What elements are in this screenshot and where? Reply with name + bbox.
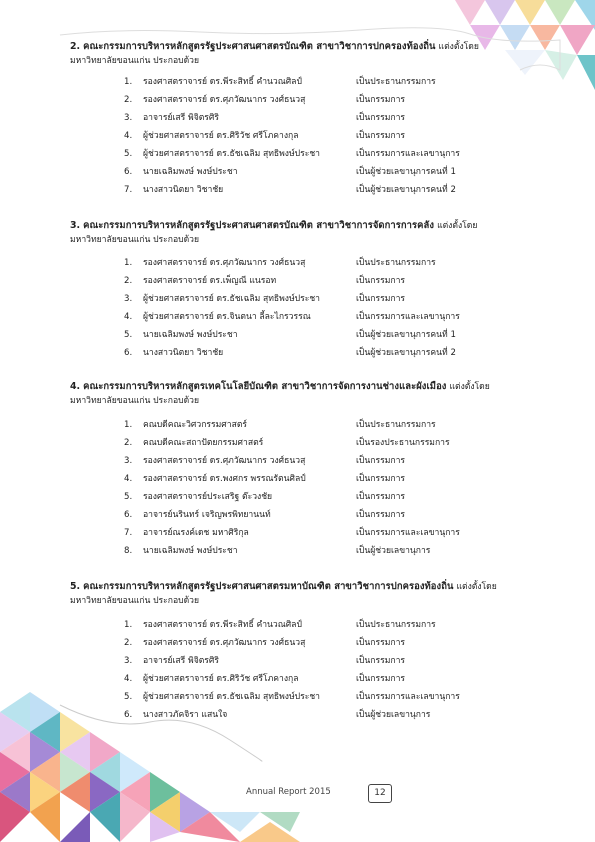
section-title: คณะกรรมการบริหารหลักสูตรรัฐประศาสนศาสตรบัณฑิต สาขาวิชาการจัดการการคลัง xyxy=(83,220,435,231)
member-role: เป็นกรรมการ xyxy=(356,95,406,105)
member-index: 6. xyxy=(124,510,133,520)
member-name: นายเฉลิมพงษ์ พงษ์ประชา xyxy=(143,546,238,556)
member-index: 7. xyxy=(124,528,133,538)
member-name: รองศาสตราจารย์ ดร.พงศกร พรรณรัตนศิลป์ xyxy=(143,474,306,484)
member-row xyxy=(124,327,456,343)
member-role: เป็นกรรมการ xyxy=(356,510,406,520)
member-name: ผู้ช่วยศาสตราจารย์ ดร.ธัชเฉลิม สุทธิพงษ์ประชา xyxy=(143,294,321,304)
member-name: รองศาสตราจารย์ ดร.พีระสิทธิ์ คำนวณศิลป์ xyxy=(143,77,302,87)
member-row xyxy=(124,471,405,487)
member-role: เป็นผู้ช่วยเลขานุการ xyxy=(356,546,431,556)
member-name: รองศาสตราจารย์ ดร.เพ็ญณี แนรอท xyxy=(143,276,277,286)
section-composition: มหาวิทยาลัยขอนแก่น ประกอบด้วย xyxy=(70,235,200,245)
section-heading xyxy=(70,219,565,247)
member-role: เป็นประธานกรรมการ xyxy=(356,620,436,630)
member-index: 1. xyxy=(124,77,133,87)
member-index: 3. xyxy=(124,113,133,123)
member-row xyxy=(124,453,405,469)
section-heading xyxy=(70,580,565,608)
member-row xyxy=(124,273,405,289)
member-index: 6. xyxy=(124,710,133,720)
member-index: 5. xyxy=(124,330,133,340)
member-role: เป็นประธานกรรมการ xyxy=(356,258,436,268)
member-row xyxy=(124,417,436,433)
section-appointed-by: แต่งตั้งโดย xyxy=(456,582,497,592)
member-index: 5. xyxy=(124,492,133,502)
member-name: นายเฉลิมพงษ์ พงษ์ประชา xyxy=(143,330,238,340)
member-role: เป็นกรรมการ xyxy=(356,294,406,304)
section-number: 5. xyxy=(70,581,81,592)
member-role: เป็นประธานกรรมการ xyxy=(356,420,436,430)
member-row xyxy=(124,507,405,523)
member-index: 1. xyxy=(124,620,133,630)
section-heading xyxy=(70,380,565,408)
section-composition: มหาวิทยาลัยขอนแก่น ประกอบด้วย xyxy=(70,56,200,66)
member-index: 4. xyxy=(124,312,133,322)
member-row xyxy=(124,92,405,108)
member-index: 4. xyxy=(124,474,133,484)
member-role: เป็นกรรมการ xyxy=(356,474,406,484)
annual-report-label: Annual Report 2015 xyxy=(246,787,331,797)
member-name: นายเฉลิมพงษ์ พงษ์ประชา xyxy=(143,167,238,177)
member-index: 1. xyxy=(124,258,133,268)
member-row xyxy=(124,653,405,669)
member-name: ผู้ช่วยศาสตราจารย์ ดร.จินตนา ลี้ละไกรวรรณ xyxy=(143,312,311,322)
member-role: เป็นผู้ช่วยเลขานุการ xyxy=(356,710,431,720)
section-appointed-by: แต่งตั้งโดย xyxy=(437,221,478,231)
member-name: อาจารย์เสรี พิจิตรศิริ xyxy=(143,656,219,666)
member-index: 3. xyxy=(124,456,133,466)
member-name: รองศาสตราจารย์ ดร.ศุภวัฒนากร วงศ์ธนวสุ xyxy=(143,258,306,268)
section-title: คณะกรรมการบริหารหลักสูตรเทคโนโลยีบัณฑิต สาขาวิชาการจัดการงานช่างและผังเมือง xyxy=(83,381,447,392)
member-row xyxy=(124,345,456,361)
member-index: 2. xyxy=(124,438,133,448)
member-index: 6. xyxy=(124,348,133,358)
member-name: อาจารย์ณรงค์เดช มหาศิริกุล xyxy=(143,528,249,538)
member-row xyxy=(124,489,405,505)
member-name: รองศาสตราจารย์ประเสริฐ ต๊ะวงชัย xyxy=(143,492,273,502)
member-role: เป็นผู้ช่วยเลขานุการคนที่ 2 xyxy=(356,185,456,195)
member-row xyxy=(124,74,436,90)
member-index: 3. xyxy=(124,656,133,666)
member-index: 2. xyxy=(124,276,133,286)
member-name: รองศาสตราจารย์ ดร.พีระสิทธิ์ คำนวณศิลป์ xyxy=(143,620,302,630)
member-name: อาจารย์เสรี พิจิตรศิริ xyxy=(143,113,219,123)
member-index: 3. xyxy=(124,294,133,304)
member-index: 6. xyxy=(124,167,133,177)
member-row xyxy=(124,707,430,723)
member-role: เป็นกรรมการ xyxy=(356,276,406,286)
section-title: คณะกรรมการบริหารหลักสูตรรัฐประศาสนศาสตรมหาบัณฑิต สาขาวิชาการปกครองท้องถิ่น xyxy=(83,581,454,592)
member-role: เป็นรองประธานกรรมการ xyxy=(356,438,450,448)
member-role: เป็นกรรมการ xyxy=(356,492,406,502)
member-row xyxy=(124,255,436,271)
member-row xyxy=(124,309,460,325)
member-index: 2. xyxy=(124,95,133,105)
member-role: เป็นกรรมการและเลขานุการ xyxy=(356,528,460,538)
member-row xyxy=(124,110,405,126)
member-row xyxy=(124,617,436,633)
member-name: ผู้ช่วยศาสตราจารย์ ดร.ศิริวัช ศรีโภคางกุล xyxy=(143,131,299,141)
member-name: นางสาวนิตยา วิชาชัย xyxy=(143,185,224,195)
member-row xyxy=(124,525,460,541)
section-appointed-by: แต่งตั้งโดย xyxy=(449,382,490,392)
member-row xyxy=(124,146,460,162)
member-index: 2. xyxy=(124,638,133,648)
member-index: 1. xyxy=(124,420,133,430)
member-row xyxy=(124,164,456,180)
member-role: เป็นกรรมการและเลขานุการ xyxy=(356,312,460,322)
member-role: เป็นกรรมการ xyxy=(356,113,406,123)
member-row xyxy=(124,635,405,651)
member-name: นางสาวภัคจิรา แสนใจ xyxy=(143,710,228,720)
member-index: 4. xyxy=(124,674,133,684)
member-name: รองศาสตราจารย์ ดร.ศุภวัฒนากร วงศ์ธนวสุ xyxy=(143,638,306,648)
member-index: 5. xyxy=(124,692,133,702)
member-index: 7. xyxy=(124,185,133,195)
section-composition: มหาวิทยาลัยขอนแก่น ประกอบด้วย xyxy=(70,396,200,406)
member-role: เป็นกรรมการและเลขานุการ xyxy=(356,149,460,159)
member-row xyxy=(124,671,405,687)
section-number: 3. xyxy=(70,220,81,231)
member-row xyxy=(124,543,430,559)
member-name: คณบดีคณะสถาปัตยกรรมศาสตร์ xyxy=(143,438,264,448)
member-role: เป็นกรรมการ xyxy=(356,456,406,466)
member-index: 4. xyxy=(124,131,133,141)
member-role: เป็นประธานกรรมการ xyxy=(356,77,436,87)
member-role: เป็นกรรมการ xyxy=(356,131,406,141)
member-row xyxy=(124,689,460,705)
member-name: รองศาสตราจารย์ ดร.ศุภวัฒนากร วงศ์ธนวสุ xyxy=(143,95,306,105)
member-row xyxy=(124,435,450,451)
section-title: คณะกรรมการบริหารหลักสูตรรัฐประศาสนศาสตรบัณฑิต สาขาวิชาการปกครองท้องถิ่น xyxy=(83,41,436,52)
section-appointed-by: แต่งตั้งโดย xyxy=(438,42,479,52)
member-role: เป็นกรรมการ xyxy=(356,638,406,648)
section-number: 2. xyxy=(70,41,81,52)
member-role: เป็นผู้ช่วยเลขานุการคนที่ 1 xyxy=(356,330,456,340)
section-number: 4. xyxy=(70,381,81,392)
member-role: เป็นกรรมการและเลขานุการ xyxy=(356,692,460,702)
member-name: อาจารย์นรินทร์ เจริญพรพิทยานนท์ xyxy=(143,510,271,520)
member-name: รองศาสตราจารย์ ดร.ศุภวัฒนากร วงศ์ธนวสุ xyxy=(143,456,306,466)
member-row xyxy=(124,128,405,144)
member-role: เป็นผู้ช่วยเลขานุการคนที่ 1 xyxy=(356,167,456,177)
member-role: เป็นกรรมการ xyxy=(356,656,406,666)
member-row xyxy=(124,182,456,198)
member-row xyxy=(124,291,405,307)
member-name: ผู้ช่วยศาสตราจารย์ ดร.ศิริวัช ศรีโภคางกุล xyxy=(143,674,299,684)
member-name: ผู้ช่วยศาสตราจารย์ ดร.ธัชเฉลิม สุทธิพงษ์ประชา xyxy=(143,692,321,702)
section-composition: มหาวิทยาลัยขอนแก่น ประกอบด้วย xyxy=(70,596,200,606)
member-name: ผู้ช่วยศาสตราจารย์ ดร.ธัชเฉลิม สุทธิพงษ์ประชา xyxy=(143,149,321,159)
member-index: 5. xyxy=(124,149,133,159)
member-role: เป็นผู้ช่วยเลขานุการคนที่ 2 xyxy=(356,348,456,358)
page-number: 12 xyxy=(368,784,392,803)
member-index: 8. xyxy=(124,546,133,556)
section-heading xyxy=(70,40,565,68)
member-role: เป็นกรรมการ xyxy=(356,674,406,684)
member-name: คณบดีคณะวิศวกรรมศาสตร์ xyxy=(143,420,248,430)
member-name: นางสาวนิตยา วิชาชัย xyxy=(143,348,224,358)
